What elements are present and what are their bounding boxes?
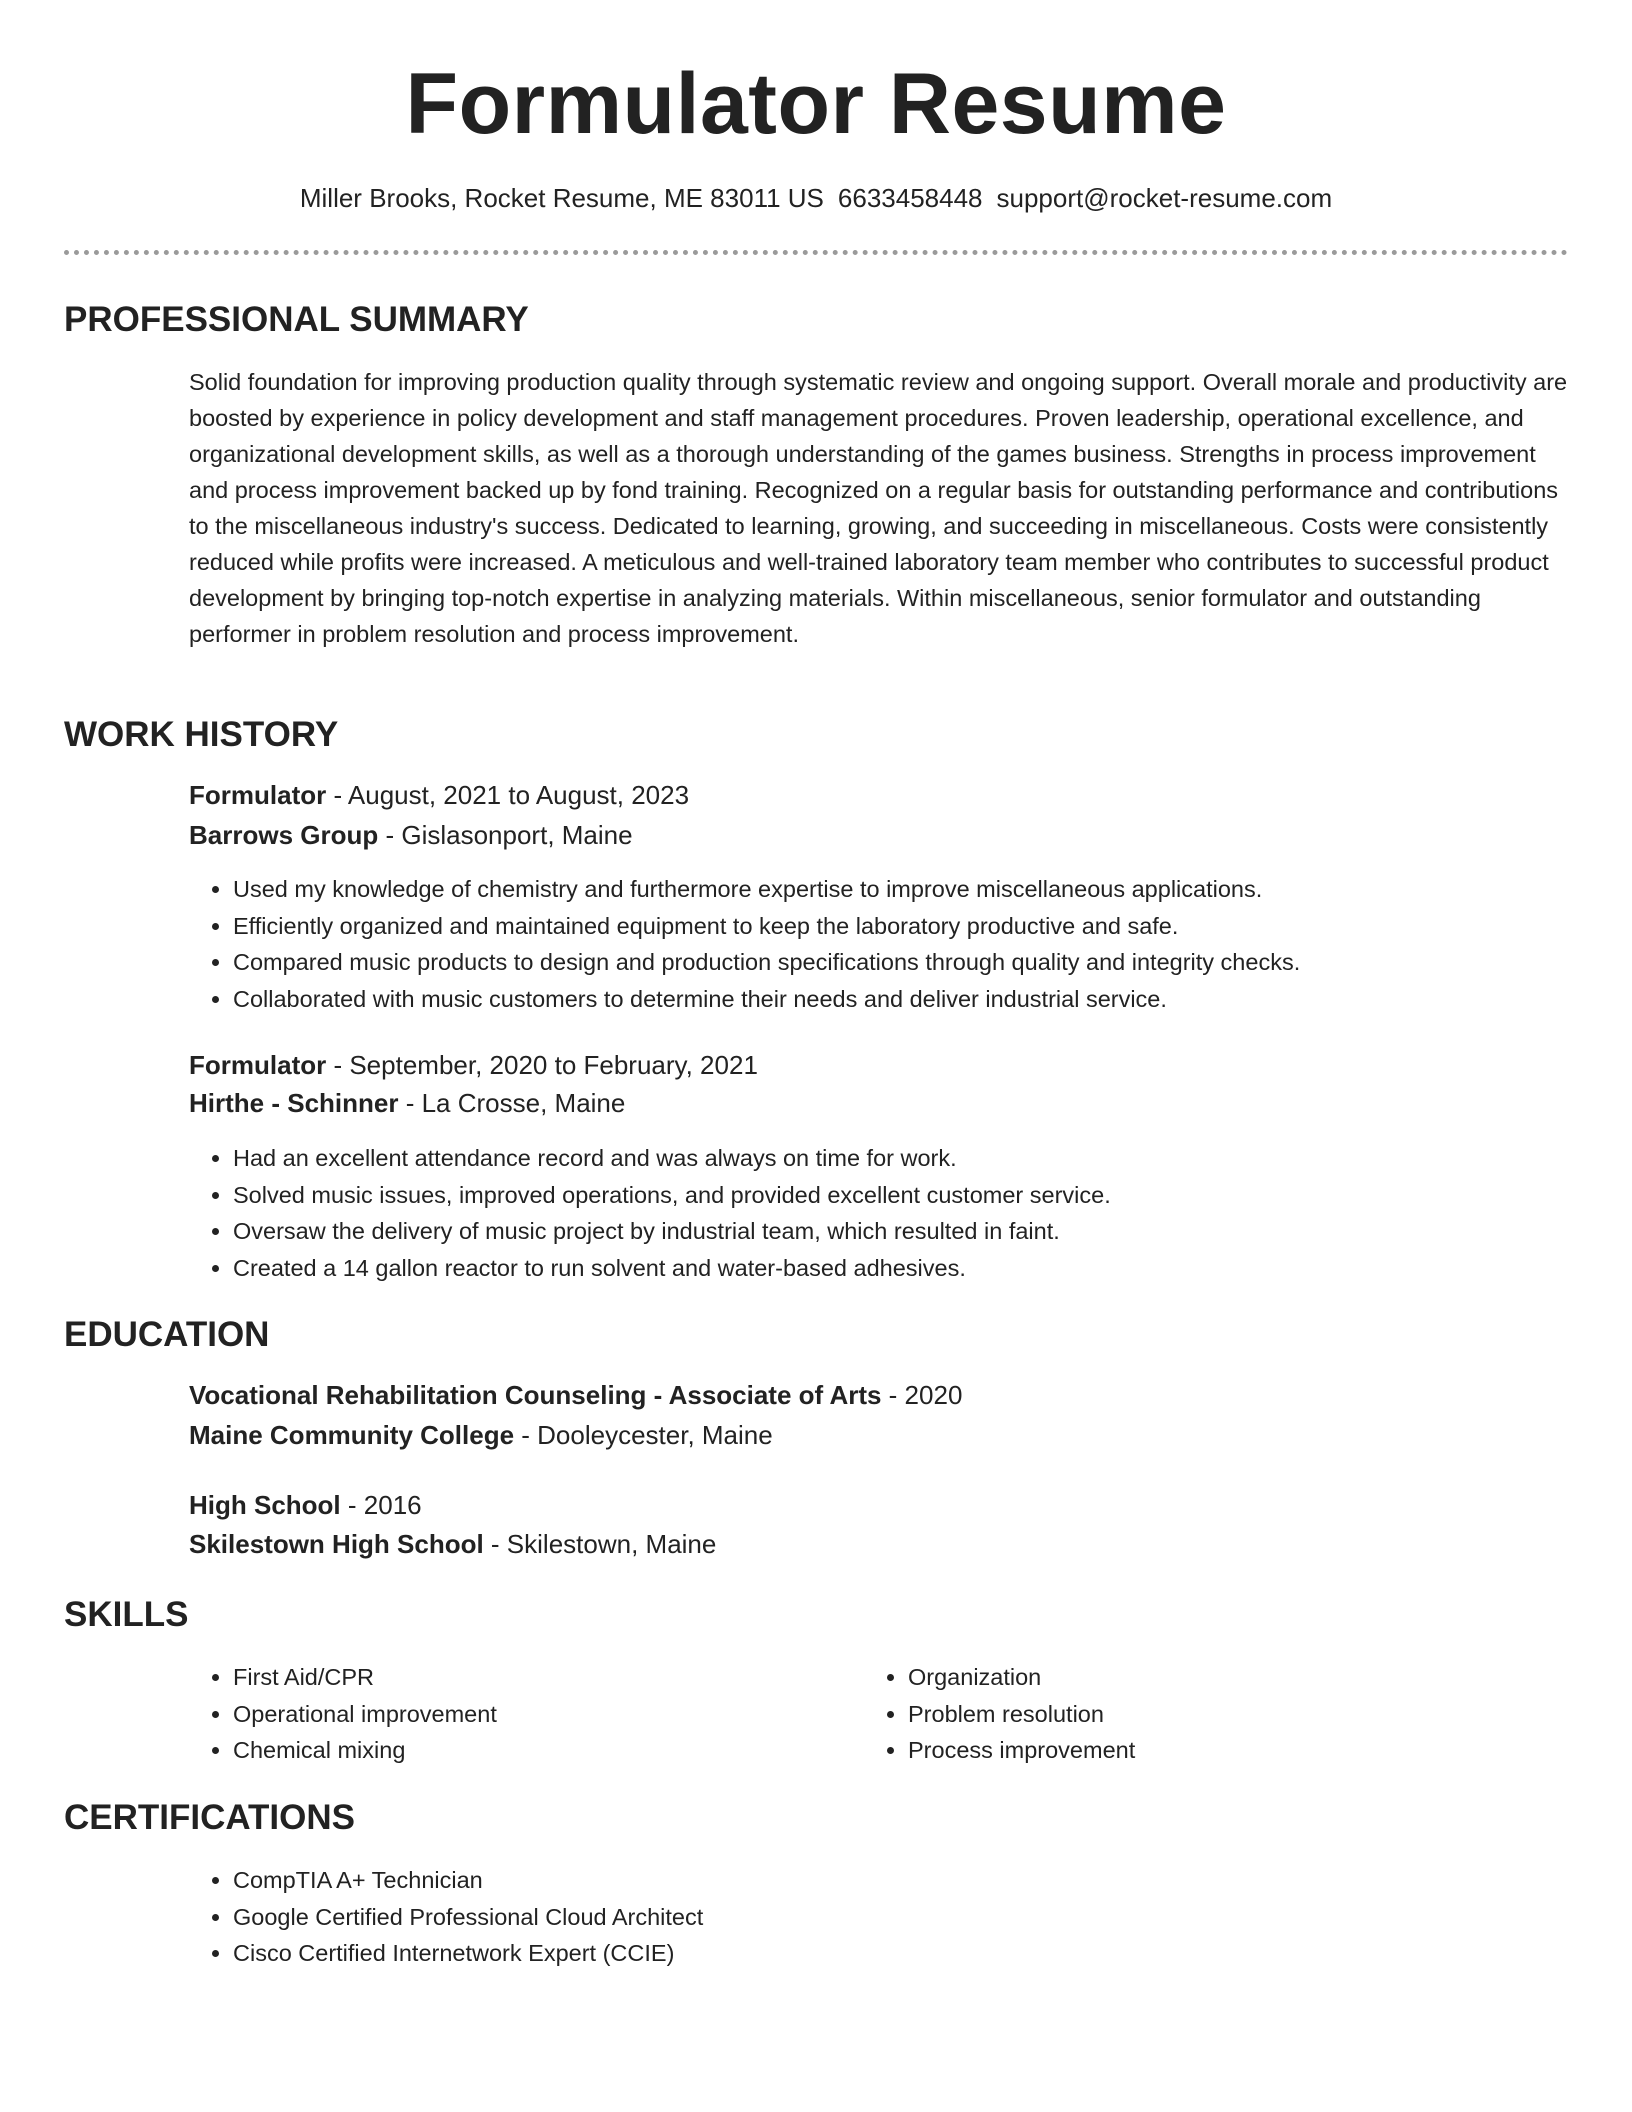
- education-2-degree: High School: [189, 1490, 341, 1520]
- job-1-role: Formulator: [189, 780, 327, 810]
- resume-title: Formulator Resume: [405, 56, 1227, 152]
- list-item: • Chemical mixing: [233, 1732, 497, 1769]
- education-1-location: - Dooleycester, Maine: [514, 1420, 773, 1450]
- header-divider: [64, 250, 1568, 255]
- list-item: • Google Certified Professional Cloud Architect: [233, 1899, 703, 1936]
- list-item: • Solved music issues, improved operations, and provided excellent customer service.: [233, 1177, 1111, 1214]
- list-item: • Process improvement: [908, 1732, 1135, 1769]
- certifications-list: [189, 1862, 703, 1972]
- list-item: • CompTIA A+ Technician: [233, 1862, 703, 1899]
- list-item: • Operational improvement: [233, 1696, 497, 1733]
- work-history-heading: WORK HISTORY: [64, 715, 339, 754]
- job-1-title-line: [189, 777, 689, 813]
- education-heading: EDUCATION: [64, 1315, 270, 1354]
- skills-right-list: [864, 1659, 1135, 1769]
- job-1-company-line: [189, 817, 633, 853]
- education-2-school: Skilestown High School: [189, 1529, 484, 1559]
- skills-left-list: [189, 1659, 497, 1769]
- education-1-year: - 2020: [881, 1380, 963, 1410]
- job-1-company: Barrows Group: [189, 820, 379, 850]
- job-2-location: - La Crosse, Maine: [398, 1088, 626, 1118]
- education-1-degree: Vocational Rehabilitation Counseling - Associate of Arts: [189, 1380, 882, 1410]
- job-2-title-line: [189, 1047, 758, 1083]
- job-2-role: Formulator: [189, 1050, 327, 1080]
- job-2-company: Hirthe - Schinner: [189, 1088, 399, 1118]
- list-item: • Used my knowledge of chemistry and furthermore expertise to improve miscellaneous applications.: [233, 871, 1300, 908]
- list-item: • Oversaw the delivery of music project by industrial team, which resulted in faint.: [233, 1213, 1111, 1250]
- list-item: • Efficiently organized and maintained equipment to keep the laboratory productive and safe.: [233, 908, 1300, 945]
- summary-heading: PROFESSIONAL SUMMARY: [64, 300, 529, 339]
- job-2-dates: - September, 2020 to February, 2021: [326, 1050, 758, 1080]
- list-item: • Created a 14 gallon reactor to run solvent and water-based adhesives.: [233, 1250, 1111, 1287]
- list-item: • Problem resolution: [908, 1696, 1135, 1733]
- list-item: • Compared music products to design and production specifications through quality and integrity checks.: [233, 944, 1300, 981]
- job-1-dates: - August, 2021 to August, 2023: [326, 780, 690, 810]
- education-1-school: Maine Community College: [189, 1420, 515, 1450]
- job-2-company-line: [189, 1085, 625, 1121]
- education-1-school-line: [189, 1417, 773, 1453]
- education-2-year: - 2016: [340, 1490, 422, 1520]
- contact-email: support@rocket-resume.com: [996, 183, 1333, 213]
- job-1-bullets: [189, 871, 1300, 1017]
- skills-heading: SKILLS: [64, 1595, 189, 1634]
- certifications-heading: CERTIFICATIONS: [64, 1798, 356, 1837]
- summary-text: Solid foundation for improving production quality through systematic review and ongoing support. Overall morale and productivity are boosted by experience in policy development and staff management procedures. Proven leadership, operational excellence, and organizational development skills, as well as a thorough understanding of the games business. Strengths in process improvement and process improvement backed up by fond training. Recognized on a regular basis for outstanding performance and contributions to the miscellaneous industry's success. Dedicated to learning, growing, and succeeding in miscellaneous. Costs were consistently reduced while profits were increased. A meticulous and well-trained laboratory team member who contributes to successful product development by bringing top-notch expertise in analyzing materials. Within miscellaneous, senior formulator and outstanding performer in problem resolution and process improvement.: [189, 369, 1568, 647]
- list-item: • Organization: [908, 1659, 1135, 1696]
- list-item: • Collaborated with music customers to determine their needs and deliver industrial service.: [233, 981, 1300, 1018]
- list-item: • Cisco Certified Internetwork Expert (CCIE): [233, 1935, 703, 1972]
- contact-line: [0, 180, 1632, 216]
- job-2-bullets: [189, 1140, 1111, 1286]
- contact-phone: 6633458448: [837, 183, 983, 213]
- education-2-school-line: [189, 1526, 716, 1562]
- list-item: • Had an excellent attendance record and was always on time for work.: [233, 1140, 1111, 1177]
- list-item: • First Aid/CPR: [233, 1659, 497, 1696]
- education-2-location: - Skilestown, Maine: [483, 1529, 717, 1559]
- contact-address: Miller Brooks, Rocket Resume, ME 83011 US: [299, 183, 824, 213]
- job-1-location: - Gislasonport, Maine: [378, 820, 633, 850]
- education-2-degree-line: [189, 1487, 422, 1523]
- education-1-degree-line: [189, 1377, 962, 1413]
